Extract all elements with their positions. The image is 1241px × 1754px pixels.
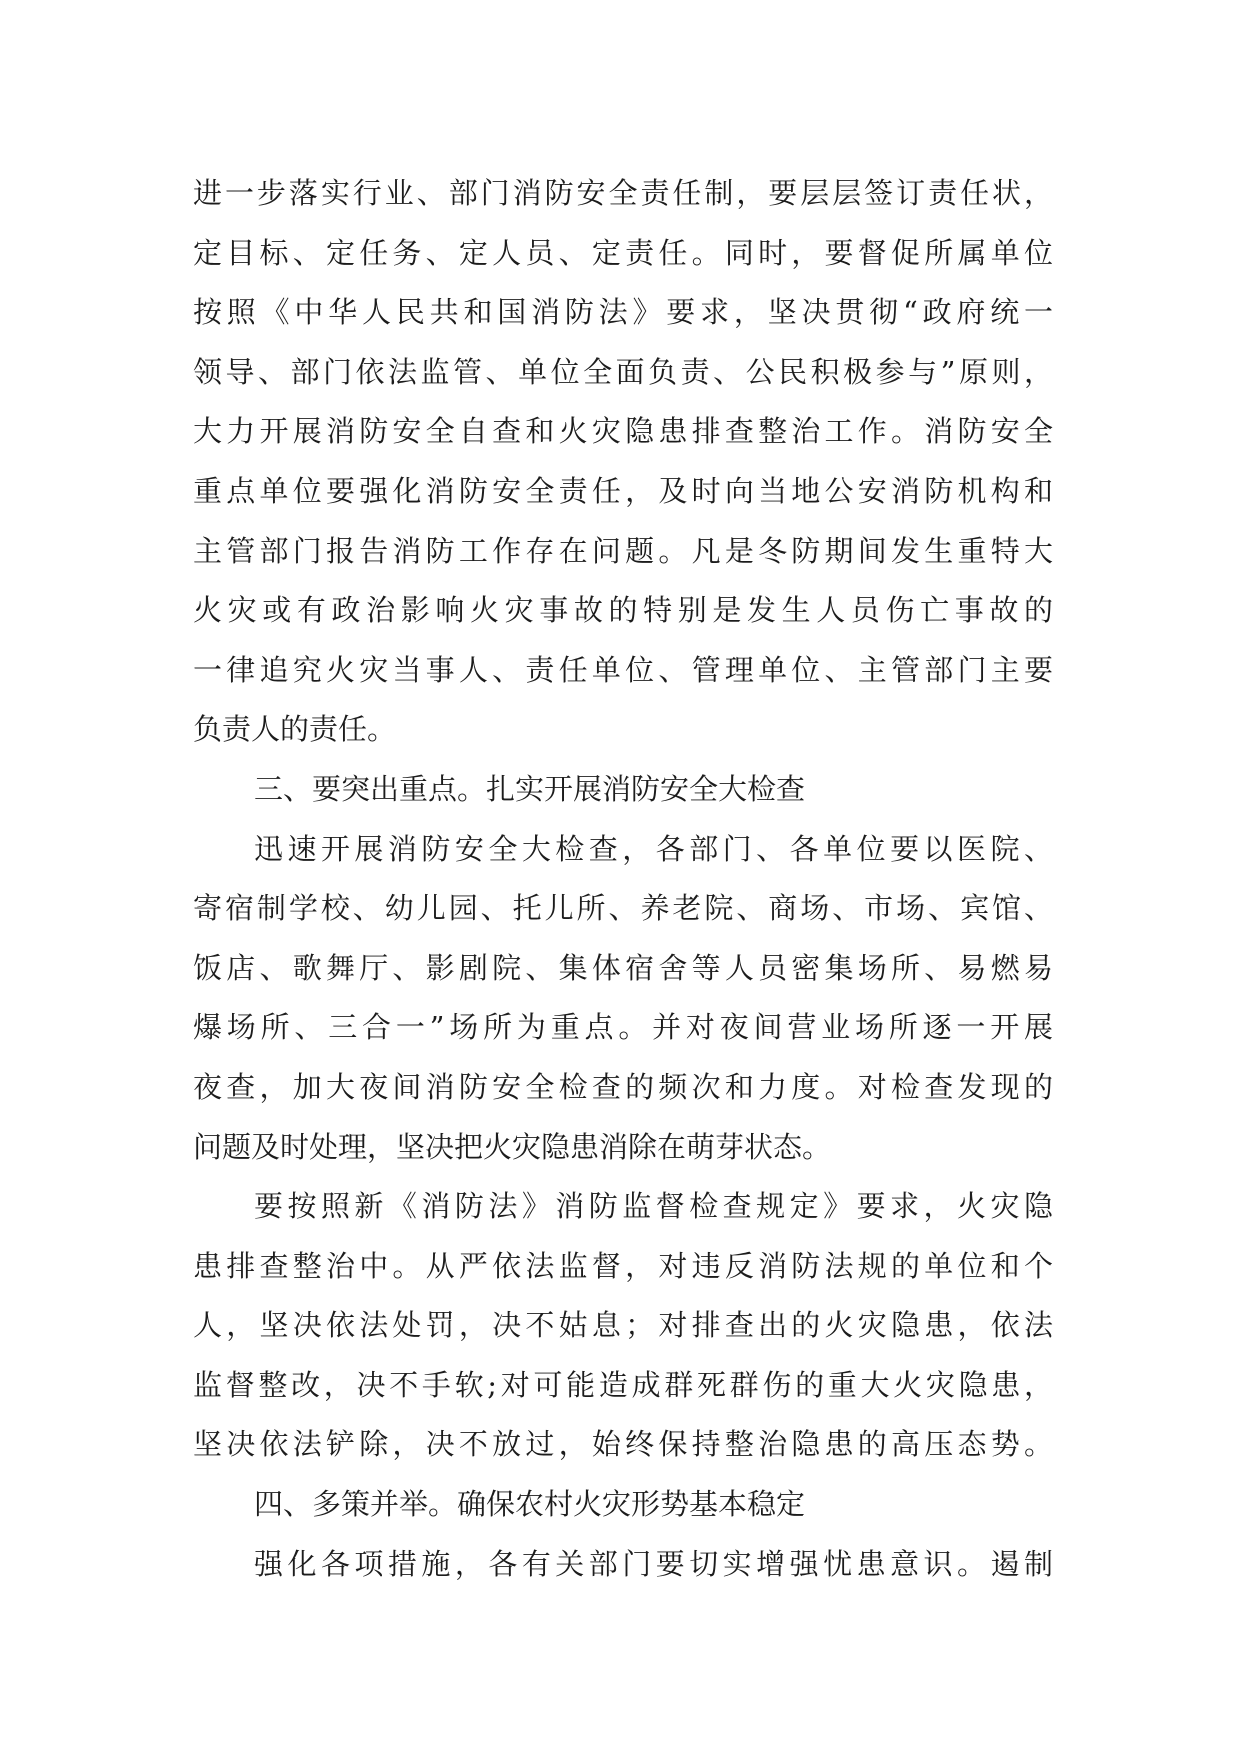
text-line: 一律追究火灾当事人、责任单位、管理单位、主管部门主要 <box>193 652 1053 687</box>
document-body <box>193 164 1053 1594</box>
text-line: 进一步落实行业、部门消防安全责任制，要层层签订责任状， <box>193 176 1053 210</box>
text-line: 强化各项措施，各有关部门要切实增强忧患意识。遏制 <box>254 1546 1053 1581</box>
text-line: 人，坚决依法处罚，决不姑息；对排查出的火灾隐患，依法 <box>193 1308 1053 1343</box>
text-line: 夜查，加大夜间消防安全检查的频次和力度。对检查发现的 <box>193 1069 1053 1104</box>
text-line: 领导、部门依法监管、单位全面负责、公民积极参与”原则， <box>193 354 1053 389</box>
text-line: 坚决依法铲除，决不放过，始终保持整治隐患的高压态势。 <box>193 1427 1053 1462</box>
text-line: 重点单位要强化消防安全责任，及时向当地公安消防机构和 <box>193 473 1053 508</box>
text-line: 火灾或有政治影响火灾事故的特别是发生人员伤亡事故的 <box>193 593 1053 628</box>
text-line: 负责人的责任。 <box>193 712 397 747</box>
section-heading: 四、多策并举。确保农村火灾形势基本稳定 <box>254 1487 806 1522</box>
text-line: 迅速开展消防安全大检查，各部门、各单位要以医院、 <box>254 831 1053 866</box>
text-line: 问题及时处理，坚决把火灾隐患消除在萌芽状态。 <box>193 1129 832 1164</box>
text-line: 患排查整治中。从严依法监督，对违反消防法规的单位和个 <box>193 1248 1053 1283</box>
text-line: 要按照新《消防法》消防监督检查规定》要求，火灾隐 <box>254 1189 1053 1224</box>
text-line: 大力开展消防安全自查和火灾隐患排查整治工作。消防安全 <box>193 414 1053 449</box>
text-line: 寄宿制学校、幼儿园、托儿所、养老院、商场、市场、宾馆、 <box>193 891 1053 926</box>
section-heading: 三、要突出重点。扎实开展消防安全大检查 <box>254 771 806 806</box>
text-line: 爆场所、三合一”场所为重点。并对夜间营业场所逐一开展 <box>193 1010 1053 1045</box>
text-line: 主管部门报告消防工作存在问题。凡是冬防期间发生重特大 <box>193 533 1053 568</box>
text-line: 饭店、歌舞厅、影剧院、集体宿舍等人员密集场所、易燃易 <box>193 950 1053 985</box>
text-line: 监督整改，决不手软;对可能造成群死群伤的重大火灾隐患， <box>193 1367 1053 1402</box>
text-line: 按照《中华人民共和国消防法》要求，坚决贯彻“政府统一 <box>193 295 1053 330</box>
text-line: 定目标、定任务、定人员、定责任。同时，要督促所属单位 <box>193 235 1053 270</box>
